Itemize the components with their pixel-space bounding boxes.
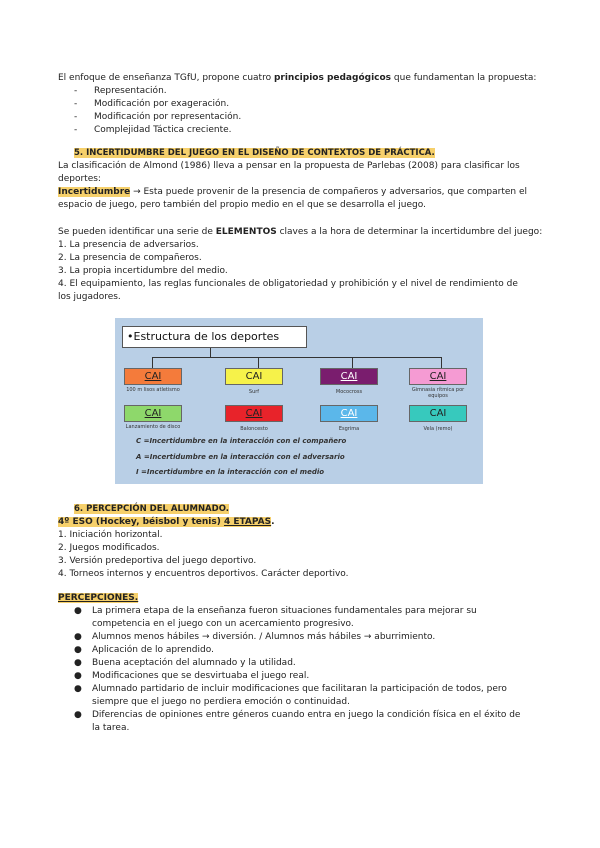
- bullet-icon: ●: [74, 684, 82, 694]
- perception-text: Diferencias de opiniones entre géneros cuando entra en juego la condición física en el éxito de la tarea.: [92, 710, 521, 733]
- sport-label: 100 m lisos atletismo: [126, 387, 180, 393]
- legend-item: A =Incertidumbre en la interacción con el adversario: [136, 453, 345, 461]
- intro-paragraph: [58, 72, 537, 85]
- cai-label: CAI: [340, 371, 358, 382]
- list-item: 1. La presencia de adversarios.: [58, 240, 199, 250]
- section-5-title: 5. INCERTIDUMBRE DEL JUEGO EN EL DISEÑO DE CONTEXTOS DE PRÁCTICA.: [74, 148, 435, 158]
- subtitle-underlined: 4 ETAPAS: [223, 517, 272, 527]
- sport-label: Surf: [248, 389, 260, 395]
- bullet-icon: ●: [74, 671, 82, 681]
- perception-text: Alumnado partidario de incluir modificaciones que facilitaran la participación de todos, pero siempre que el juego no perdiera emoción o continuidad.: [92, 684, 507, 707]
- subtitle-text: 4º ESO (Hockey, béisbol y tenis): [58, 517, 224, 527]
- cai-label: CAI: [429, 408, 447, 419]
- cai-label: CAI: [340, 408, 358, 419]
- legend-item: I =Incertidumbre en la interacción con el medio: [136, 468, 325, 476]
- list-item: 3. Versión predeportiva del juego deportivo.: [58, 556, 257, 566]
- sport-label: Esgrima: [338, 426, 360, 432]
- list-item: [74, 124, 232, 137]
- sport-label: Baloncesto: [240, 426, 268, 432]
- principle-label: Representación.: [94, 86, 167, 96]
- perception-text: Alumnos menos hábiles → diversión. / Alumnos más hábiles → aburrimiento.: [92, 632, 436, 642]
- elements-text-end: claves a la hora de determinar la incertidumbre del juego:: [276, 227, 543, 237]
- sport-label: Lanzamiento de disco: [125, 424, 181, 430]
- intro-text-end: que fundamentan la propuesta:: [391, 73, 537, 83]
- cai-label: CAI: [429, 371, 447, 382]
- dash-marker: -: [74, 112, 78, 122]
- list-item: [74, 631, 528, 644]
- cai-box: [225, 405, 283, 422]
- principle-label: Modificación por exageración.: [94, 99, 230, 109]
- cai-label: CAI: [245, 408, 263, 419]
- dash-marker: -: [74, 99, 78, 109]
- section-6-subtitle: [58, 516, 528, 529]
- cai-box: [320, 405, 378, 422]
- list-item: [74, 709, 528, 735]
- list-item: 4. Torneos internos y encuentros deportivos. Carácter deportivo.: [58, 569, 349, 579]
- cai-box: [124, 405, 182, 422]
- list-item: [74, 644, 528, 657]
- incertidumbre-term: Incertidumbre: [58, 187, 131, 197]
- intro-text: El enfoque de enseñanza TGfU, propone cuatro: [58, 73, 274, 83]
- cai-box: [320, 368, 378, 385]
- list-item: [74, 98, 229, 111]
- bullet-icon: ●: [74, 710, 82, 720]
- list-item: [74, 657, 528, 670]
- section-6-heading: [74, 503, 229, 516]
- section-6-title: 6. PERCEPCIÓN DEL ALUMNADO.: [74, 504, 229, 514]
- perception-text: Aplicación de lo aprendido.: [92, 645, 214, 655]
- bullet-icon: ●: [74, 658, 82, 668]
- list-item: 1. Iniciación horizontal.: [58, 530, 163, 540]
- list-item: [74, 605, 528, 631]
- legend-item: C =Incertidumbre en la interacción con el compañero: [136, 437, 347, 445]
- list-item: 3. La propia incertidumbre del medio.: [58, 266, 228, 276]
- elements-bold: ELEMENTOS: [215, 227, 277, 237]
- subtitle-end: .: [271, 517, 275, 527]
- connector-line: [152, 357, 153, 368]
- bullet-icon: ●: [74, 606, 82, 616]
- connector-line: [152, 357, 442, 358]
- section-5-heading: [74, 147, 435, 160]
- dash-marker: -: [74, 86, 78, 96]
- cai-label: CAI: [245, 371, 263, 382]
- intro-bold: principios pedagógicos: [273, 73, 392, 83]
- cai-box: [409, 405, 467, 422]
- perception-text: Buena aceptación del alumnado y la utilidad.: [92, 658, 296, 668]
- elements-text: Se pueden identificar una serie de: [58, 227, 216, 237]
- principle-label: Complejidad Táctica creciente.: [94, 125, 232, 135]
- cai-label: CAI: [144, 371, 162, 382]
- list-item: 4. El equipamiento, las reglas funcionales de obligatoriedad y prohibición y el nivel de rendimiento de los jugadores.: [58, 279, 518, 302]
- perceptions-title: PERCEPCIONES.: [58, 593, 139, 603]
- cai-box: [124, 368, 182, 385]
- incertidumbre-text: → Esta puede provenir de la presencia de compañeros y adversarios, que comparten el espacio de juego, pero también del propio medio en el que se desarrolla el juego.: [58, 187, 527, 210]
- list-item: 2. La presencia de compañeros.: [58, 253, 202, 263]
- connector-line: [441, 357, 442, 368]
- diagram-title: •Estructura de los deportes: [122, 326, 307, 348]
- sport-label: Vela (remo): [423, 426, 453, 432]
- perception-text: La primera etapa de la enseñanza fueron situaciones fundamentales para mejorar su competencia en el juego con un acercamiento progresivo.: [92, 606, 477, 629]
- dash-marker: -: [74, 125, 78, 135]
- elements-intro: [58, 226, 543, 239]
- list-item: [74, 111, 241, 124]
- cai-box: [225, 368, 283, 385]
- list-item: 2. Juegos modificados.: [58, 543, 160, 553]
- bullet-icon: ●: [74, 645, 82, 655]
- cai-box: [409, 368, 467, 385]
- perceptions-heading: [58, 592, 528, 605]
- almond-paragraph: La clasificación de Almond (1986) lleva a pensar en la propuesta de Parlebas (2008) para clasificar los deportes:: [58, 161, 520, 184]
- connector-line: [352, 357, 353, 368]
- bullet-icon: ●: [74, 632, 82, 642]
- sport-label: Gimnasia rítmica por equipos: [411, 387, 465, 399]
- list-item: [74, 670, 528, 683]
- principle-label: Modificación por representación.: [94, 112, 242, 122]
- cai-label: CAI: [144, 408, 162, 419]
- incertidumbre-paragraph: [58, 186, 528, 212]
- connector-line: [258, 357, 259, 368]
- perception-text: Modificaciones que se desvirtuaba el juego real.: [92, 671, 310, 681]
- list-item: [74, 85, 167, 98]
- list-item: [74, 683, 528, 709]
- sport-label: Mococross: [335, 389, 363, 395]
